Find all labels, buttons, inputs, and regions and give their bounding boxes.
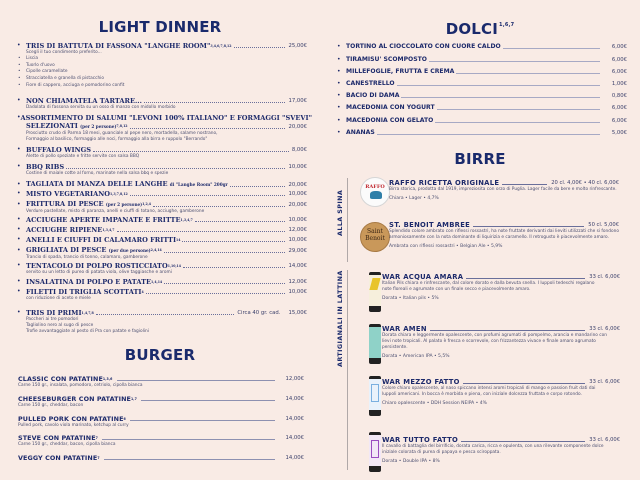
menu-item: • FRITTURA DI PESCE (per 2 persone)$^{1,2,4}$ 20,00€ Verdure pastellate, misto di paranza, anelli e ciuffi di totano, acciughe, gamberone: [17, 200, 307, 214]
dessert-item: • TORTINO AL CIOCCOLATO CON CUORE CALDO 6,00€: [337, 43, 627, 50]
menu-item: • TENTACOLO DI POLPO ROSTICCIATO$^{1,10,14}$ 14,00€ servito su un letto di pureo di patata viola, olive taggiasche e aromi: [17, 262, 307, 275]
dessert-item: • CANESTRELLO 1,00€: [337, 80, 627, 87]
menu-item: • TRIS DI BATTUTA DI FASSONA "LANGHE ROOM"$^{3,4,6,7,8,12}$ 25,00€ Scegli il tuo condimento preferito... • Liscia • Tuorlo d'uovo • Cipolle caramellate • Stracciatella e granella di pistacchio • Fiore di cappero, acciuga e pomodorino confit: [17, 42, 307, 88]
beer-item: WAR AMEN 33 cl. 6,00€ Dorata chiara e leggermente opalescente, con profumi agrumati di pompelmo, arancia e mandarino con lievi note tropicali. Al palato è fresca e scorrevole, con frizzantezza vivace e finale amaro agrumato persistente. Dorata • American IPA • 5,5%: [382, 325, 620, 359]
menu-item: • FILETTI DI TRIGLIA SCOTTATI$^4$ 10,00€ con riduzione di aceto e miele: [17, 288, 307, 301]
dessert-item: • MACEDONIA CON YOGURT 6,00€: [337, 104, 627, 111]
menu-item: • NON CHIAMATELA TARTARE... 17,00€ Dadolata di fassona servita su un osso di manzo con midollo morbido: [17, 97, 307, 110]
menu-item: • INSALATINA DI POLPO E PATATE$^{1,4,14}$ 12,00€: [17, 278, 307, 286]
burger-title: BURGER: [124, 346, 196, 364]
raffo-logo: RAFFO: [360, 177, 390, 207]
artigianali-label: ARTIGIANALI IN LATTINA: [336, 270, 344, 367]
menu-item: • MISTO VEGETARIANO$^{1,3,7,8,12}$ 10,00€: [17, 190, 307, 198]
dessert-item: • BACIO DI DAMA 0,80€: [337, 92, 627, 99]
beer-item: ST. BENOIT AMBREE 50 cl. 5,00€ Splendido colore ambrato con riflessi rossastri, ha note fruttate derivanti dai lieviti utilizzati che si fondono armoniosamente con la nota dominante di liquirizia e caramello. Il retrogusto è piacevolmente amaro. Ambrata con riflessi rossastri • Belgian Ale • 5,9%: [389, 221, 619, 249]
light-dinner-title: LIGHT DINNER: [98, 18, 222, 36]
war-acqua-amara-can: [369, 272, 381, 312]
saint-benoit-logo: Saint Benoit: [360, 222, 390, 252]
war-amen-can: [369, 324, 381, 364]
dessert-item: • MILLEFOGLIE, FRUTTA E CREMA 6,00€: [337, 68, 627, 75]
divider: [347, 270, 348, 470]
war-mezzo-fatto-can: [369, 376, 381, 416]
menu-item: • BUFFALO WINGS 8,00€ Alette di pollo speziate e fritte servite con salsa BBQ: [17, 146, 307, 159]
birre-title: BIRRE: [454, 150, 506, 168]
war-tutto-fatto-can: [369, 432, 381, 472]
menu-item: • ASSORTIMENTO DI SALUMI "LEVONI 100% ITALIANO" E FORMAGGI "SVEVI" SELEZIONATI (per 2 persone)$^{7,8,12}$ 20,00€ Prosciutto crudo di Parma 18 mesi, guanciale al pepe nero, mortadella, salame nostrano, Formaggio al basilico, formaggio alle noci, formaggio alla birra e ruppolo "Berrando": [17, 114, 313, 142]
beer-item: WAR TUTTO FATTO 33 cl. 6,00€ Il cavallo di battaglia del birrificio, dorata carica, ricca e opulenta, con una rilevante componente dolce iniziale colorata di purea di papaya e pesca sciroppata. Dorata • Double IPA • 8%: [382, 436, 620, 464]
beer-item: WAR ACQUA AMARA 33 cl. 6,00€ Italian Pils chiara e rinfrescante, dal colore dorato e dalla bevuta snella. I luppoli tedeschi regalano note floreali e agrumate con un finale secco e piacevolmente amaro. Dorata • Italian pils • 5%: [382, 273, 620, 301]
divider: [347, 178, 348, 262]
burger-item: PULLED PORK CON PATATINE$^6$ 14,00€ Pulled pork, cavolo viola marinato, ketchup al curry: [18, 415, 304, 428]
burger-item: CLASSIC CON PATATINE$^{1,3,6}$ 12,00€ Carne 150 gr., insalata, pomodoro, cetriolo, cipolla bianca: [18, 375, 304, 388]
dolci-title: DOLCI$^{1,6,7}$: [445, 20, 515, 38]
burger-item: CHEESEBURGER CON PATATINE$^{1,7}$ 14,00€ Carne 150 gr., cheddar, bacon: [18, 395, 304, 408]
burger-item: VEGGY CON PATATINE$^7$ 14,00€: [18, 454, 304, 462]
burger-item: STEVE CON PATATINE$^7$ 14,00€ Carne 150 gr., cheddar, bacon, cipolla bianca: [18, 434, 304, 447]
beer-item: RAFFO RICETTA ORIGINALE 20 cl. 4,00€ • 40 cl. 6,00€ Birra storica, prodotta dal 1919, impreziosita con orzo di Puglia. Lager facile da bere e molto rinfrescante. Chiara • Lager • 4,7%: [389, 179, 619, 201]
item-price: 25,00€: [288, 43, 307, 49]
menu-item: • ACCIUGHE APERTE IMPANATE E FRITTE$^{1,3,4,7}$ 10,00€: [17, 216, 307, 224]
bullet-icon: •: [17, 42, 21, 49]
menu-item: • GRIGLIATA DI PESCE (per due persone)$^{2,4,14}$ 29,00€ Trancio di spada, trancio di tonno, calamaro, gamberone: [17, 246, 307, 260]
beer-item: WAR MEZZO FATTO 33 cl. 6,00€ Colore chiaro opalescente, al naso spiccano intensi aromi tropicali di mango e passion fruit dati dai luppoli americani. In bocca è morbida e piena, con iniziale dolcezza fruttata e corpo rotondo. Chiaro opalescente • DDH Session NEIPA • 4%: [382, 378, 620, 406]
dessert-item: • TIRAMISU' SCOMPOSTO 6,00€: [337, 56, 627, 63]
menu-item: • TAGLIATA DI MANZA DELLE LANGHE di "Langhe Room" 200gr 20,00€: [17, 180, 307, 188]
menu-item: • ANELLI E CIUFFI DI CALAMARO FRITTI$^{14}$ 10,00€: [17, 236, 307, 244]
menu-item: • BBQ RIBS 10,00€ Costine di maiale cotte al forno, marinate nella salsa bbq e spezie: [17, 163, 307, 176]
alla-spina-label: ALLA SPINA: [336, 189, 344, 236]
dessert-item: • MACEDONIA CON GELATO 6,00€: [337, 117, 627, 124]
menu-item: • TRIS DI PRIMI$^{1,4,7,8}$ Circa 40 gr. cad. 15,00€ Paccheri ai tre pomodori Tagliolino nero al sugo di pesce Trofie avvantaggiate al pesto di Pra con patate e fagiolini: [17, 309, 307, 334]
menu-item: • ACCIUGHE RIPIENE$^{1,3,4,7}$ 12,00€: [17, 226, 307, 234]
dessert-item: • ANANAS 5,00€: [337, 129, 627, 136]
